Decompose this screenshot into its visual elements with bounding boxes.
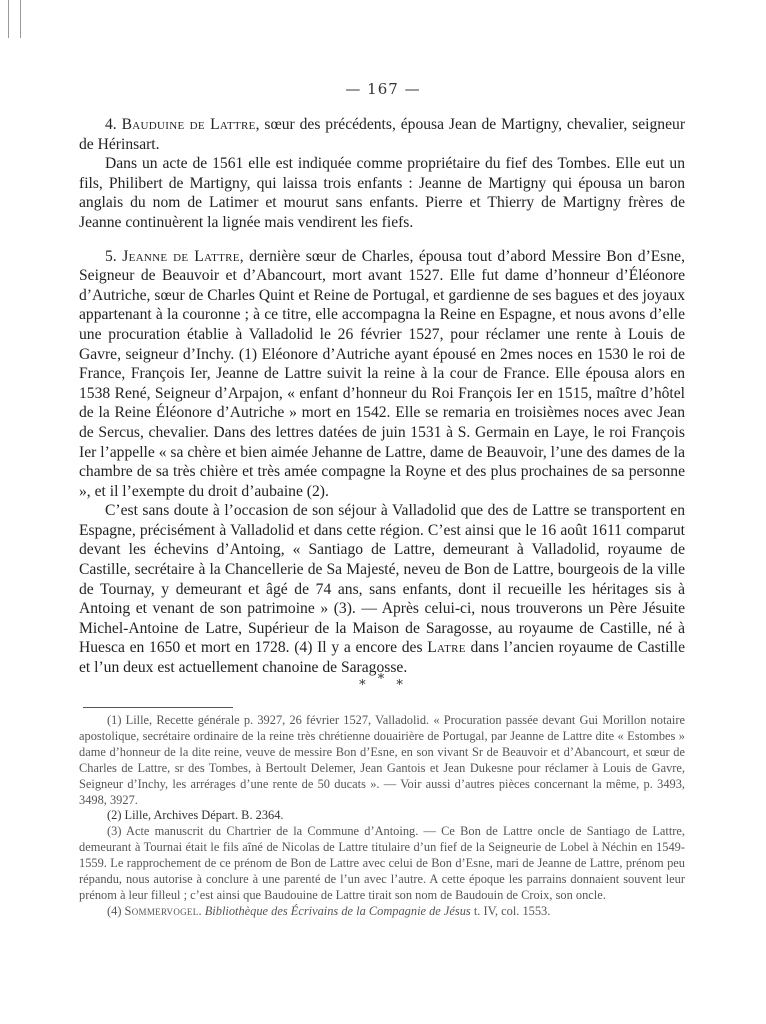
author-name: Sommervogel (124, 903, 199, 918)
paragraph-text: , dernière sœur de Charles, épousa tout d’abord Messire Bon d’Esne, Seigneur de Beauvoir et d’Abancourt, mort avant 1527. Elle fut dame d’honneur d’Éléonore d’Autriche, sœur de Charles Quint et Reine de Portugal, et gardienne de ses bagues et des joyaux appartenant à la couronne ; à ce titre, elle accompagna la Reine en Espagne, et nous avons d’elle une procuration établie à Valladolid le 26 février 1527, pour réclamer une rente à Louis de Gavre, seigneur d’Inchy. (1) Eléonore d’Autriche ayant épousé en 2mes noces en 1530 le roi de France, François Ier, Jeanne de Lattre suivit la reine à la cour de France. Elle épousa alors en 1538 René, Seigneur d’Arpajon, « enfant d’honneur du Roi François Ier en 1515, maître d’hôtel de la Reine Éléonore d’Autriche » mort en 1542. Elle se remaria en troisièmes noces avec Jean de Sercus, chevalier. Dans des lettres datées de juin 1531 à S. Germain en Laye, le roi François Ier l’appelle « sa chère et bien aimée Jehanne de Lattre, dame de Beauvoir, l’une des dames de la chambre de sa très chière et très amée compagne la Royne et des plus prochaines de sa personne », et il l’exempte du droit d’aubaine (2). (79, 247, 685, 500)
main-text (79, 115, 685, 678)
footnote-2: (2) Lille, Archives Départ. B. 2364. (107, 808, 284, 823)
margin-mark (20, 0, 21, 38)
page-number: — 167 — (345, 80, 421, 98)
footnote-1: (1) Lille, Recette générale p. 3927, 26 février 1527, Valladolid. « Procuration passée devant Gui Morillon notaire apostolique, secrétaire ordinaire de la reine très chrétienne douairière de Portugal, par Jeanne de Lattre dite « Estombes » dame d’honneur de la dite reine, veuve de messire Bon d’Esne, en son vivant Sr de Beauvoir et d’Abancourt, et sœur de Charles de Lattre, sr des Tombes, à Bertoult Delemer, Jean Gantois et Jean Dukesne pour réclamer à Louis de Gavre, Seigneur d’Inchy, les arrérages d’une rente de 50 ducats ». — Voir aussi d’autres pièces concernant la même, p. 3493, 3498, 3927. (79, 713, 685, 807)
book-title: Bibliothèque des Écrivains de la Compagnie de Jésus (204, 903, 471, 918)
paragraph-valladolid (79, 501, 685, 677)
margin-marks (8, 0, 28, 40)
item-number: 4. (105, 116, 122, 133)
paragraph-jeanne (79, 247, 685, 502)
family-name: Latre (427, 639, 466, 657)
footnote-4: (4) Sommervogel. Bibliothèque des Écrivains de la Compagnie de Jésus t. IV, col. 1553. (107, 903, 551, 918)
paragraph-text: , sœur des précédents, épousa Jean de Martigny, chevalier, seigneur de Hérinsart. (79, 116, 686, 153)
item-number: 5. (105, 247, 123, 265)
margin-mark (8, 0, 9, 38)
person-name: Bauduine de Lattre (121, 116, 256, 133)
paragraph-martigny: Dans un acte de 1561 elle est indiquée comme propriétaire du fief des Tombes. Elle eut un fils, Philibert de Martigny, qui laissa trois enfants : Jeanne de Martigny qui épousa un baron anglais du nom de Latimer et mourut sans enfants. Pierre et Thierry de Martigny frères de Jeanne continuèrent la lignée mais vendirent les fiefs. (79, 155, 685, 231)
asterisk: * (377, 672, 389, 687)
footnote-number: (4) (107, 903, 125, 918)
paragraph-bauduine (79, 115, 685, 154)
asterisk: * (359, 678, 370, 693)
paragraph-text: C’est sans doute à l’occasion de son séjour à Valladolid que des de Lattre se transportent en Espagne, précisément à Valladolid et dans cette région. C’est ainsi que le 16 août 1611 comparut devant les échevins d’Antoing, « Santiago de Lattre, demeurant à Valladolid, royaume de Castille, secrétaire à la Chancellerie de Sa Majesté, neveu de Bon de Lattre, bourgeois de la ville de Tournay, y demeurant et âgé de 74 ans, sans enfants, dont il recueille les héritages sis à Antoing et venant de son patrimoine » (3). — Après celui-ci, nous trouverons un Père Jésuite Michel-Antoine de Latre, Supérieur de la Maison de Saragosse, au royaume de Castille, né à Huesca en 1650 et mort en 1728. (4) Il y a encore des (79, 502, 685, 657)
footnote-3: (3) Acte manuscrit du Chartrier de la Commune d’Antoing. — Ce Bon de Lattre oncle de Santiago de Lattre, demeurant à Tournai était le fils aîné de Nicolas de Lattre titulaire d’un fief de la Seigneurie de Lobel à Néchin en 1549-1559. Le rapprochement de ce prénom de Bon de Lattre avec celui de Bon d’Esne, mari de Jeanne de Lattre, prénom peu répandu, nous autorise à conclure à une parenté de l’un avec l’autre. A cette époque les parrains donnaient souvent leur prénom à leur filleul ; c’est ainsi que Baudouine de Lattre tirait son nom de Baudouin de Croix, son oncle. (79, 824, 685, 902)
paragraph-text: dans l’ancien royaume de Castille et l’un deux est actuellement chanoine de Saragosse. (79, 639, 685, 677)
asterisk: * (396, 678, 407, 693)
footnotes (79, 713, 685, 920)
person-name: Jeanne de Lattre (122, 247, 240, 265)
footnote-rule (83, 707, 233, 708)
footnote-text: t. IV, col. 1553. (470, 903, 551, 918)
asterism (0, 672, 766, 693)
